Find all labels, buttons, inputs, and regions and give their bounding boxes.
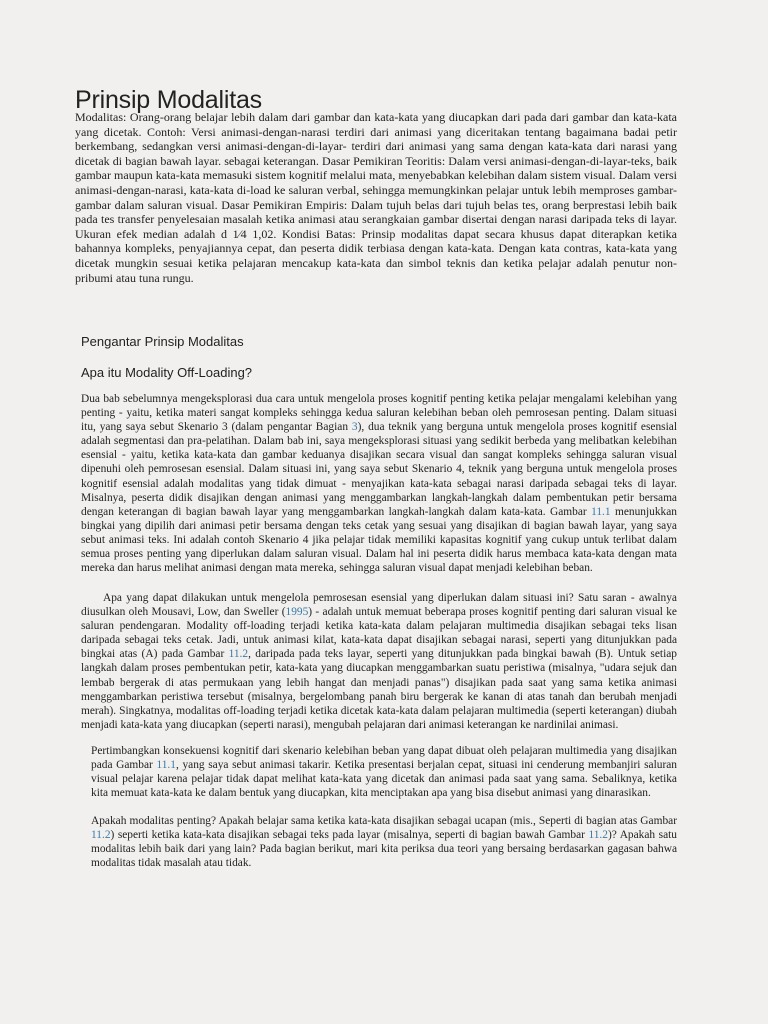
p3-text-b: , yang saya sebut animasi takarir. Ketika presentasi berjalan cepat, situasi ini cenderung membanjiri saluran visual pelajar karena pelajar tidak dapat melihat kata-kata yang dicetak dan animasi pada saat yang sama. Sebaliknya, ketika kita memuat kata-kata ke dalam bentuk yang diucapkan, kita menciptakan apa yang bisa disebut animasi yang dinarasikan. <box>91 759 677 800</box>
page-title: Prinsip Modalitas <box>75 86 262 114</box>
ref-link-figure-11-1[interactable]: 11.1 <box>156 759 176 772</box>
p1-text-c: menunjukkan bingkai yang dipilih dari animasi petir bersama dengan teks cetak yang sesuai yang disajikan di bagian bawah layar, yang saya sebut animasi teks. Ini adalah contoh Skenario 4 jika pelajar tidak memiliki kapasitas kognitif yang cukup untuk terlibat dalam semua proses penting yang diperlukan dalam saluran visual. Dalam hal ini peserta didik harus membaca kata-kata dengan mata mereka dan harus melihat animasi dengan mata mereka, sehingga saluran visual dapat menjadi kelebihan beban. <box>81 505 677 575</box>
body-paragraph-3 <box>91 744 677 800</box>
intro-paragraph: Modalitas: Orang-orang belajar lebih dalam dari gambar dan kata-kata yang diucapkan dari pada dari gambar dan kata-kata yang dicetak. Contoh: Versi animasi-dengan-narasi terdiri dari animasi yang diceritakan tentang bagaimana badai petir berkembang, sedangkan versi animasi-dengan-di-layar- terdiri dari animasi yang sama dengan kata-kata dari narasi yang dicetak di bagian bawah layar. sebagai keterangan. Dasar Pemikiran Teoritis: Dalam versi animasi-dengan-di-layar-teks, baik gambar maupun kata-kata memasuki sistem kognitif melalui mata, menyebabkan kelebihan dalam sistem visual. Dalam versi animasi-dengan-narasi, kata-kata di-load ke saluran verbal, sehingga memungkinkan pelajar untuk lebih memproses gambar-gambar dalam saluran visual. Dasar Pemikiran Empiris: Dalam tujuh belas dari tujuh belas tes, orang berprestasi lebih baik pada tes transfer penyelesaian masalah ketika animasi atau serangkaian gambar disertai dengan narasi daripada teks di layar. Ukuran efek median adalah d 1⁄4 1,02. Kondisi Batas: Prinsip modalitas dapat secara khusus dapat diterapkan ketika bahannya kompleks, penyajiannya cepat, dan peserta didik terbiasa dengan kata-kata. Dengan kata contras, kata-kata yang dicetak mungkin sesuai ketika pelajaran mencakup kata-kata dan simbol teknis dan ketika pelajar adalah penutur non-pribumi atau tuna rungu. <box>75 110 677 285</box>
p3-text-a: Pertimbangkan konsekuensi kognitif dari skenario kelebihan beban yang dapat dibuat oleh pelajaran multimedia yang disajikan pada Gambar <box>91 745 677 772</box>
p4-text-b: ) seperti ketika kata-kata disajikan sebagai teks pada layar (misalnya, seperti di bagian bawah Gambar <box>110 829 589 842</box>
p4-text-a: Apakah modalitas penting? Apakah belajar sama ketika kata-kata disajikan sebagai ucapan (mis., Seperti di bagian atas Gambar <box>91 815 677 827</box>
ref-link-part-3[interactable]: 3 <box>351 421 358 434</box>
body-paragraph-4 <box>91 814 677 870</box>
p1-text-a: Dua bab sebelumnya mengeksplorasi dua cara untuk mengelola proses kognitif penting ketika pelajar mengalami kelebihan yang penting - yaitu, ketika materi sangat kompleks sehingga kedua saluran kelebihan beban oleh pemrosesan penting. Dalam situasi itu, yang saya sebut Skenario 3 (dalam pengantar Bagian <box>81 393 677 434</box>
ref-link-figure-11-1[interactable]: 11.1 <box>591 505 611 518</box>
ref-link-figure-11-2[interactable]: 11.2 <box>228 648 249 661</box>
p2-text-b: ) - adalah untuk memuat beberapa proses kognitif penting dari saluran visual ke saluran pendengaran. Modality off-loading terjadi ketika kata-kata dalam pelajaran multimedia disajikan sebagai teks lisan daripada sebagai teks cetak. Jadi, untuk animasi kilat, kata-kata dapat disajikan sebagai narasi, seperti yang ditunjukkan pada bingkai atas (A) pada Gambar <box>81 606 677 661</box>
p4-text-c: )? Apakah satu modalitas lebih baik dari yang lain? Pada bagian berikut, mari kita periksa dua teori yang bersaing berdasarkan gagasan bahwa modalitas tidak masalah atau tidak. <box>91 829 677 870</box>
ref-link-figure-11-2[interactable]: 11.2 <box>588 829 608 842</box>
body-paragraph-1 <box>81 392 677 575</box>
ref-link-figure-11-2[interactable]: 11.2 <box>91 829 111 842</box>
subheading: Apa itu Modality Off-Loading? <box>81 365 253 380</box>
ref-link-1995[interactable]: 1995 <box>285 606 309 619</box>
body-paragraph-2 <box>81 591 677 732</box>
p2-text-a: Apa yang dapat dilakukan untuk mengelola pemrosesan esensial yang diperlukan dalam situasi ini? Satu saran - awalnya diusulkan oleh Mousavi, Low, dan Sweller ( <box>81 592 677 619</box>
p1-text-b: ), dua teknik yang berguna untuk mengelola proses kognitif esensial adalah segmentasi dan pra-pelatihan. Dalam bab ini, saya mengeksplorasi situasi yang sedikit berbeda yang melibatkan kelebihan esensial - yaitu, ketika kata-kata dan gambar keduanya disajikan secara visual dan sangat kompleks sehingga saluran visual dipenuhi oleh pemrosesan esensial. Dalam situasi ini, yang saya sebut Skenario 4, teknik yang berguna untuk mengelola proses kognitif esensial adalah modalitas yang tidak dimuat - menyajikan kata-kata sebagai narasi daripada sebagai teks di layar. Misalnya, peserta didik disajikan dengan animasi yang menggambarkan langkah-langkah dalam pembentukan petir bersama dengan keterangan di bagian bawah layar yang menggambarkan langkah-langkah dalam kata-kata. Gambar <box>81 421 677 518</box>
p2-text-c: , daripada pada teks layar, seperti yang ditunjukkan pada bingkai bawah (B). Untuk setiap langkah dalam proses pembentukan petir, kata-kata yang diucapkan menggambarkan suatu peristiwa (misalnya, "udara sejuk dan lembab bergerak di atas permukaan yang lebih hangat dan menjadi panas") disajikan pada saat yang sama ketika animasi menggambarkan peristiwa tersebut (misalnya, bergelombang panah biru bergerak ke kanan di atas tanah dan berubah menjadi merah). Singkatnya, modalitas off-loading terjadi ketika dicetak kata-kata dalam pelajaran multimedia (seperti keterangan) diubah menjadi kata-kata yang diucapkan (seperti narasi), mengubah pelajaran dari animasi keterangan ke nardinilai animasi. <box>81 648 677 731</box>
section-heading: Pengantar Prinsip Modalitas <box>81 334 244 349</box>
